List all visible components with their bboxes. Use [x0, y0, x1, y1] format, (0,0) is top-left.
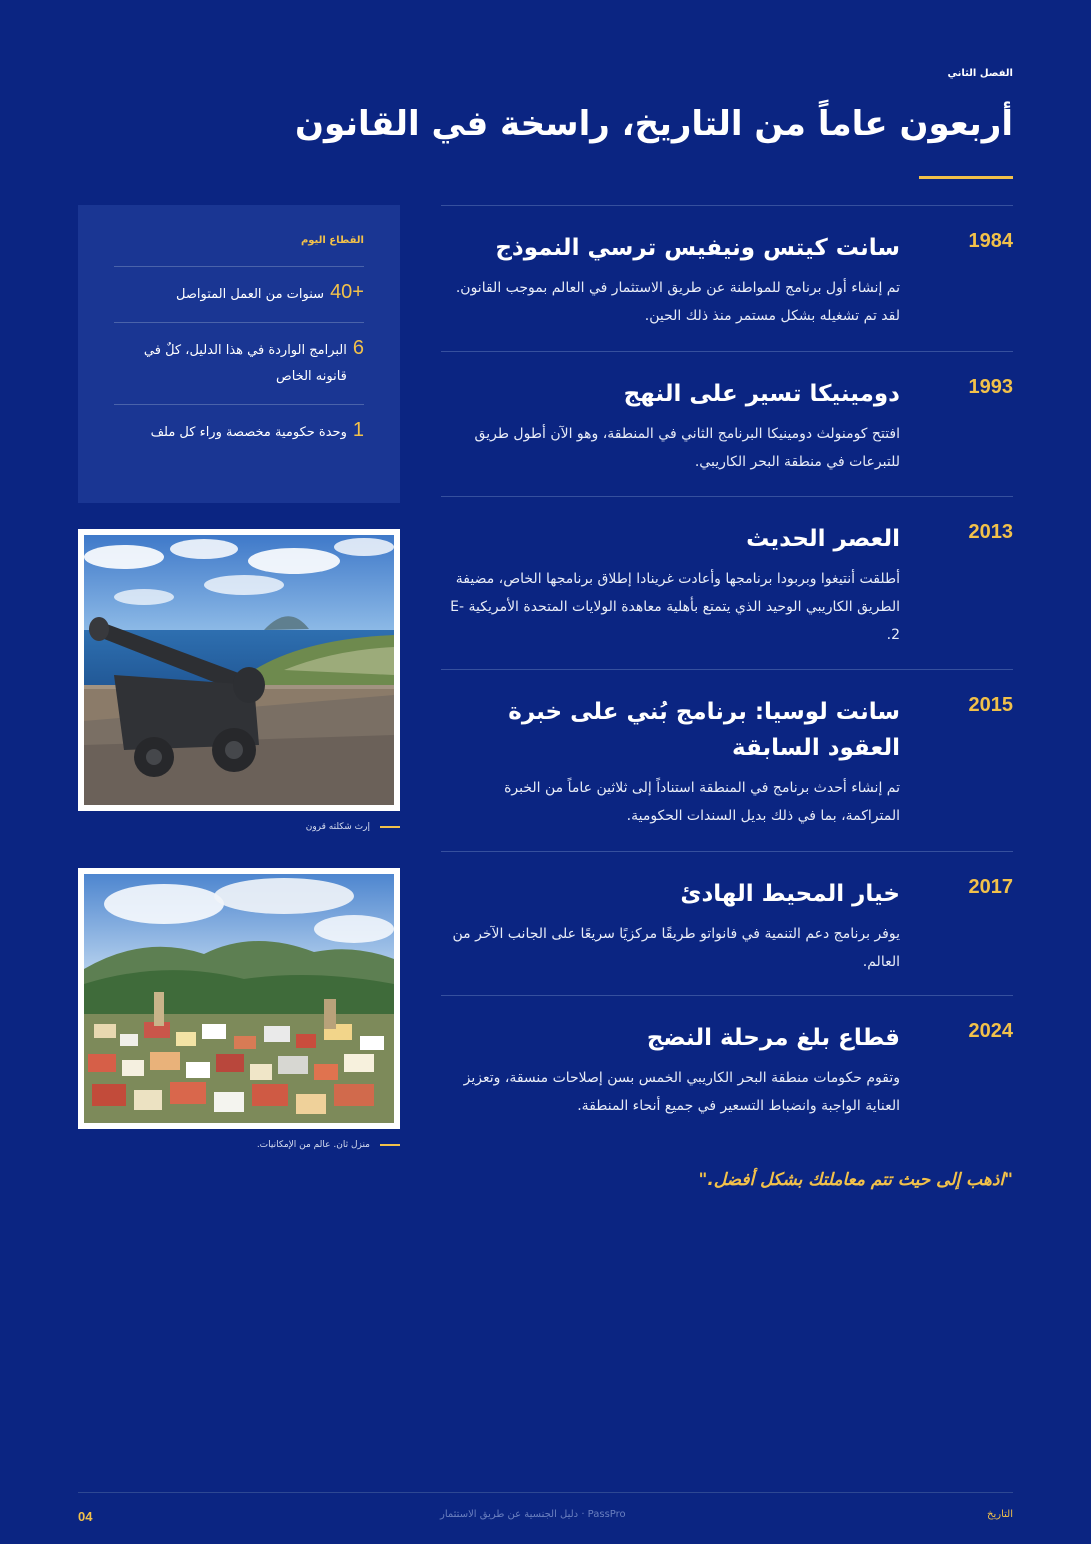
photo-caption: [306, 822, 400, 832]
stat-text: وحدة حكومية مخصصة وراء كل ملف: [150, 425, 347, 440]
footer-divider: [78, 1492, 1013, 1493]
timeline-year: 2013: [968, 521, 1013, 543]
timeline-year: 2024: [968, 1020, 1013, 1042]
stat-number: 6: [352, 337, 364, 359]
timeline-text: وتقوم حكومات منطقة البحر الكاريبي الخمس بسن إصلاحات منسقة، وتعزيز العناية الواجبة وانضباط التسعير في جميع أنحاء المنطقة.: [463, 1070, 900, 1114]
stat-item: [114, 405, 364, 460]
timeline: [441, 205, 1013, 1135]
timeline-text: أطلقت أنتيغوا وبربودا برنامجها وأعادت غرينادا إطلاق برنامجها الخاص، مضيفة الطريق الكاريبي الوحيد الذي يتمتع بأهلية معاهدة الولايات المتحدة الأمريكية E-2.: [450, 571, 900, 643]
timeline-heading: قطاع بلغ مرحلة النضج: [646, 1025, 900, 1051]
timeline-year: 2017: [968, 876, 1013, 898]
caption-dash: [380, 826, 400, 828]
chapter-label: الفصل الثاني: [947, 68, 1013, 79]
page-number: 04: [78, 1509, 93, 1524]
stat-text: سنوات من العمل المتواصل: [175, 287, 325, 302]
timeline-text: افتتح كومنولث دومينيكا البرنامج الثاني في المنطقة، وهو الآن أطول طريق للتبرعات في منطقة البحر الكاريبي.: [474, 426, 900, 470]
caption-text: منزل ثان. عالم من الإمكانيات.: [256, 1140, 370, 1150]
photo-caption: [257, 1140, 400, 1150]
caption-dash: [380, 1144, 400, 1146]
stats-panel: [78, 205, 400, 503]
timeline-entry: [441, 669, 1013, 851]
cannon-image: [84, 535, 394, 805]
timeline-text: تم إنشاء أول برنامج للمواطنة عن طريق الاستثمار في العالم بموجب القانون. لقد تم تشغيله بشكل مستمر منذ ذلك الحين.: [455, 280, 900, 324]
timeline-entry: [441, 851, 1013, 995]
timeline-heading: سانت لوسيا: برنامج بُني على خبرة العقود السابقة: [508, 699, 900, 761]
timeline-heading: العصر الحديث: [746, 526, 900, 552]
timeline-entry: [441, 205, 1013, 351]
timeline-text: يوفر برنامج دعم التنمية في فانواتو طريقًا مركزيًا سريعًا على الجانب الآخر من العالم.: [452, 926, 900, 970]
timeline-year: 1984: [968, 230, 1013, 252]
timeline-heading: خيار المحيط الهادئ: [680, 881, 900, 907]
footer-section: التاريخ: [987, 1509, 1013, 1520]
stat-number: 40+: [330, 281, 364, 303]
stat-item: [114, 323, 364, 405]
cannon-photo: [78, 529, 400, 811]
stats-label: القطاع اليوم: [300, 235, 364, 246]
timeline-year: 1993: [968, 376, 1013, 398]
pull-quote: "اذهب إلى حيث تتم معاملتك بشكل أفضل.": [698, 1170, 1013, 1190]
timeline-year: 2015: [968, 694, 1013, 716]
stat-item: [114, 267, 364, 323]
timeline-heading: دومينيكا تسير على النهج: [623, 381, 900, 407]
stat-text: البرامج الواردة في هذا الدليل، كلٌ في قانونه الخاص: [143, 343, 347, 384]
page-title: أربعون عاماً من التاريخ، راسخة في القانون: [294, 104, 1013, 144]
caption-text: إرث شكلته قرون: [305, 822, 370, 832]
timeline-entry: [441, 995, 1013, 1135]
town-image: [84, 874, 394, 1123]
timeline-text: تم إنشاء أحدث برنامج في المنطقة استناداً إلى ثلاثين عاماً من الخبرة المتراكمة، بما في ذلك بديل السندات الحكومية.: [504, 780, 900, 824]
timeline-heading: سانت كيتس ونيفيس ترسي النموذج: [495, 235, 900, 261]
timeline-entry: [441, 351, 1013, 496]
town-photo: [78, 868, 400, 1129]
stat-number: 1: [352, 419, 364, 441]
timeline-entry: [441, 496, 1013, 669]
footer-publication: PassPro · دليل الجنسية عن طريق الاستثمار: [440, 1509, 626, 1520]
title-underline: [919, 176, 1013, 179]
